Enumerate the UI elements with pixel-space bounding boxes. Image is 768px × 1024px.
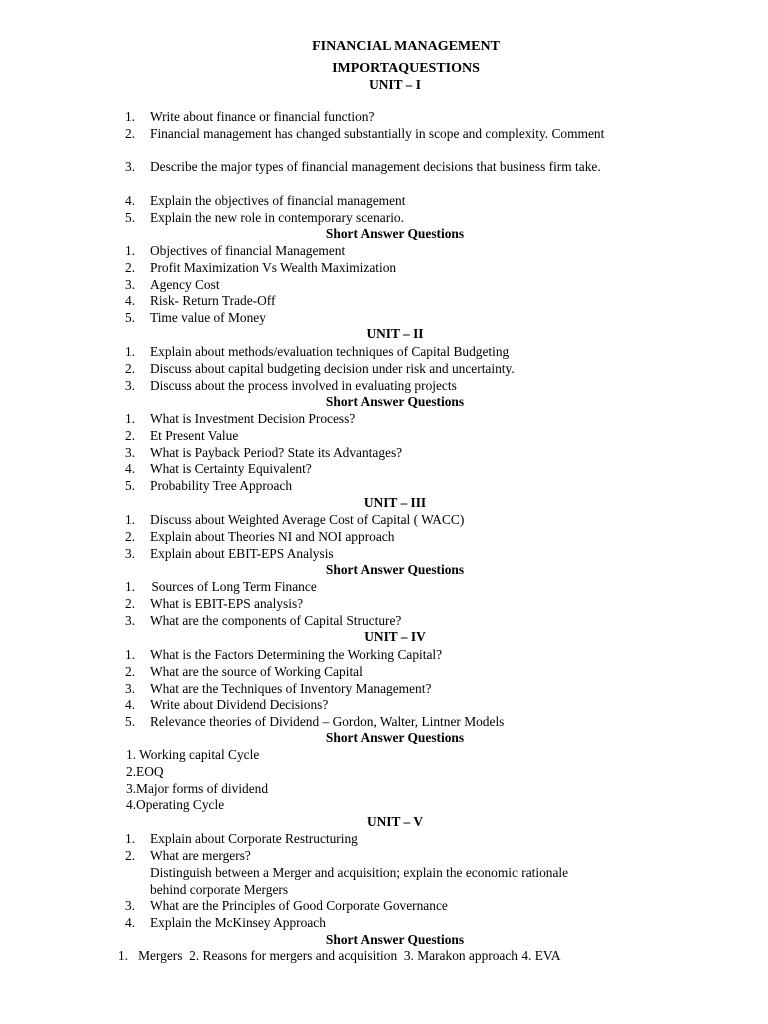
list-item: 4. What is Certainty Equivalent?: [125, 461, 312, 477]
unit-1-short-heading: Short Answer Questions: [325, 226, 465, 241]
list-item: 4.Operating Cycle: [126, 797, 225, 812]
unit-2-short-heading: Short Answer Questions: [325, 394, 465, 409]
list-item: 1. Objectives of financial Management: [125, 243, 346, 258]
unit-5-questions: [0, 831, 768, 865]
unit-4-short-heading: Short Answer Questions: [325, 730, 465, 745]
list-item: 2.EOQ: [126, 764, 164, 779]
list-item: 3. What are the Principles of Good Corporate Governance: [125, 898, 448, 913]
unit-5-short-heading: Short Answer Questions: [325, 932, 465, 947]
list-item: 3. What is Payback Period? State its Advantages?: [125, 444, 403, 460]
list-item-continuation: Distinguish between a Merger and acquisition; explain the economic rationale: [150, 865, 569, 880]
list-item: 3. Explain about EBIT-EPS Analysis: [125, 545, 334, 561]
document-subtitle: IMPORTAQUESTIONS: [332, 61, 480, 76]
list-item: 2. What are mergers?: [125, 847, 251, 863]
list-item: 5. Relevance theories of Dividend – Gordon, Walter, Lintner Models: [125, 714, 505, 730]
list-item: 5. Explain the new role in contemporary scenario.: [125, 209, 404, 225]
unit-3-short-heading: Short Answer Questions: [325, 562, 465, 577]
unit-3-short-questions: [0, 579, 768, 629]
unit-3-questions: [0, 512, 768, 562]
unit-1-questions: [0, 109, 768, 227]
list-item: 4. Write about Dividend Decisions?: [125, 697, 329, 713]
list-item: 3. What are the components of Capital Structure?: [125, 612, 402, 628]
unit-3-heading: UNIT – III: [363, 495, 427, 510]
unit-1-heading: UNIT – I: [369, 77, 421, 92]
list-item: 3. Describe the major types of financial management decisions that business firm take.: [125, 159, 601, 175]
list-item: 2. Financial management has changed substantially in scope and complexity. Comment: [125, 125, 605, 141]
list-item: 4. Risk- Return Trade-Off: [125, 293, 276, 309]
list-item: 1. Explain about methods/evaluation techniques of Capital Budgeting: [125, 344, 510, 359]
list-item: 1. What is Investment Decision Process?: [125, 411, 356, 426]
list-item: 2. What are the source of Working Capital: [125, 663, 363, 679]
list-item: 2. Discuss about capital budgeting decision under risk and uncertainty.: [125, 360, 515, 376]
unit-2-short-questions: [0, 411, 768, 495]
list-item: 1. Sources of Long Term Finance: [125, 579, 317, 594]
list-item-continuation: behind corporate Mergers: [150, 882, 289, 897]
unit-2-heading: UNIT – II: [366, 326, 424, 341]
list-item: 4. Explain the objectives of financial management: [125, 192, 406, 208]
unit-1-short-questions: [0, 243, 768, 327]
unit-2-questions: [0, 344, 768, 394]
list-item: 3. Discuss about the process involved in evaluating projects: [125, 377, 457, 393]
document-title: FINANCIAL MANAGEMENT: [312, 39, 500, 54]
list-item: 4. Explain the McKinsey Approach: [125, 914, 326, 930]
list-item: 1. Working capital Cycle: [126, 747, 260, 762]
list-item: 3.Major forms of dividend: [126, 781, 269, 796]
list-item: 1. Discuss about Weighted Average Cost of Capital ( WACC): [125, 512, 465, 527]
list-item: 3. Agency Cost: [125, 276, 220, 292]
list-item: 2. Et Present Value: [125, 427, 239, 443]
list-item: 5. Probability Tree Approach: [125, 478, 293, 494]
unit-5-questions-cont: [0, 898, 768, 932]
list-item: 2. What is EBIT-EPS analysis?: [125, 595, 304, 611]
list-item: 3. What are the Techniques of Inventory Management?: [125, 680, 432, 696]
list-item: 1. Explain about Corporate Restructuring: [125, 831, 358, 846]
list-item: 1. What is the Factors Determining the Working Capital?: [125, 647, 443, 662]
list-item: 2. Profit Maximization Vs Wealth Maximization: [125, 259, 397, 275]
list-item: 2. Explain about Theories NI and NOI approach: [125, 528, 395, 544]
list-item: 5. Time value of Money: [125, 310, 266, 326]
list-item: 1. Write about finance or financial function?: [125, 109, 375, 124]
unit-5-heading: UNIT – V: [366, 814, 424, 829]
unit-5-short-questions: 1. Mergers 2. Reasons for mergers and acquisition 3. Marakon approach 4. EVA: [118, 948, 561, 963]
unit-4-heading: UNIT – IV: [364, 629, 426, 644]
unit-4-questions: [0, 647, 768, 731]
